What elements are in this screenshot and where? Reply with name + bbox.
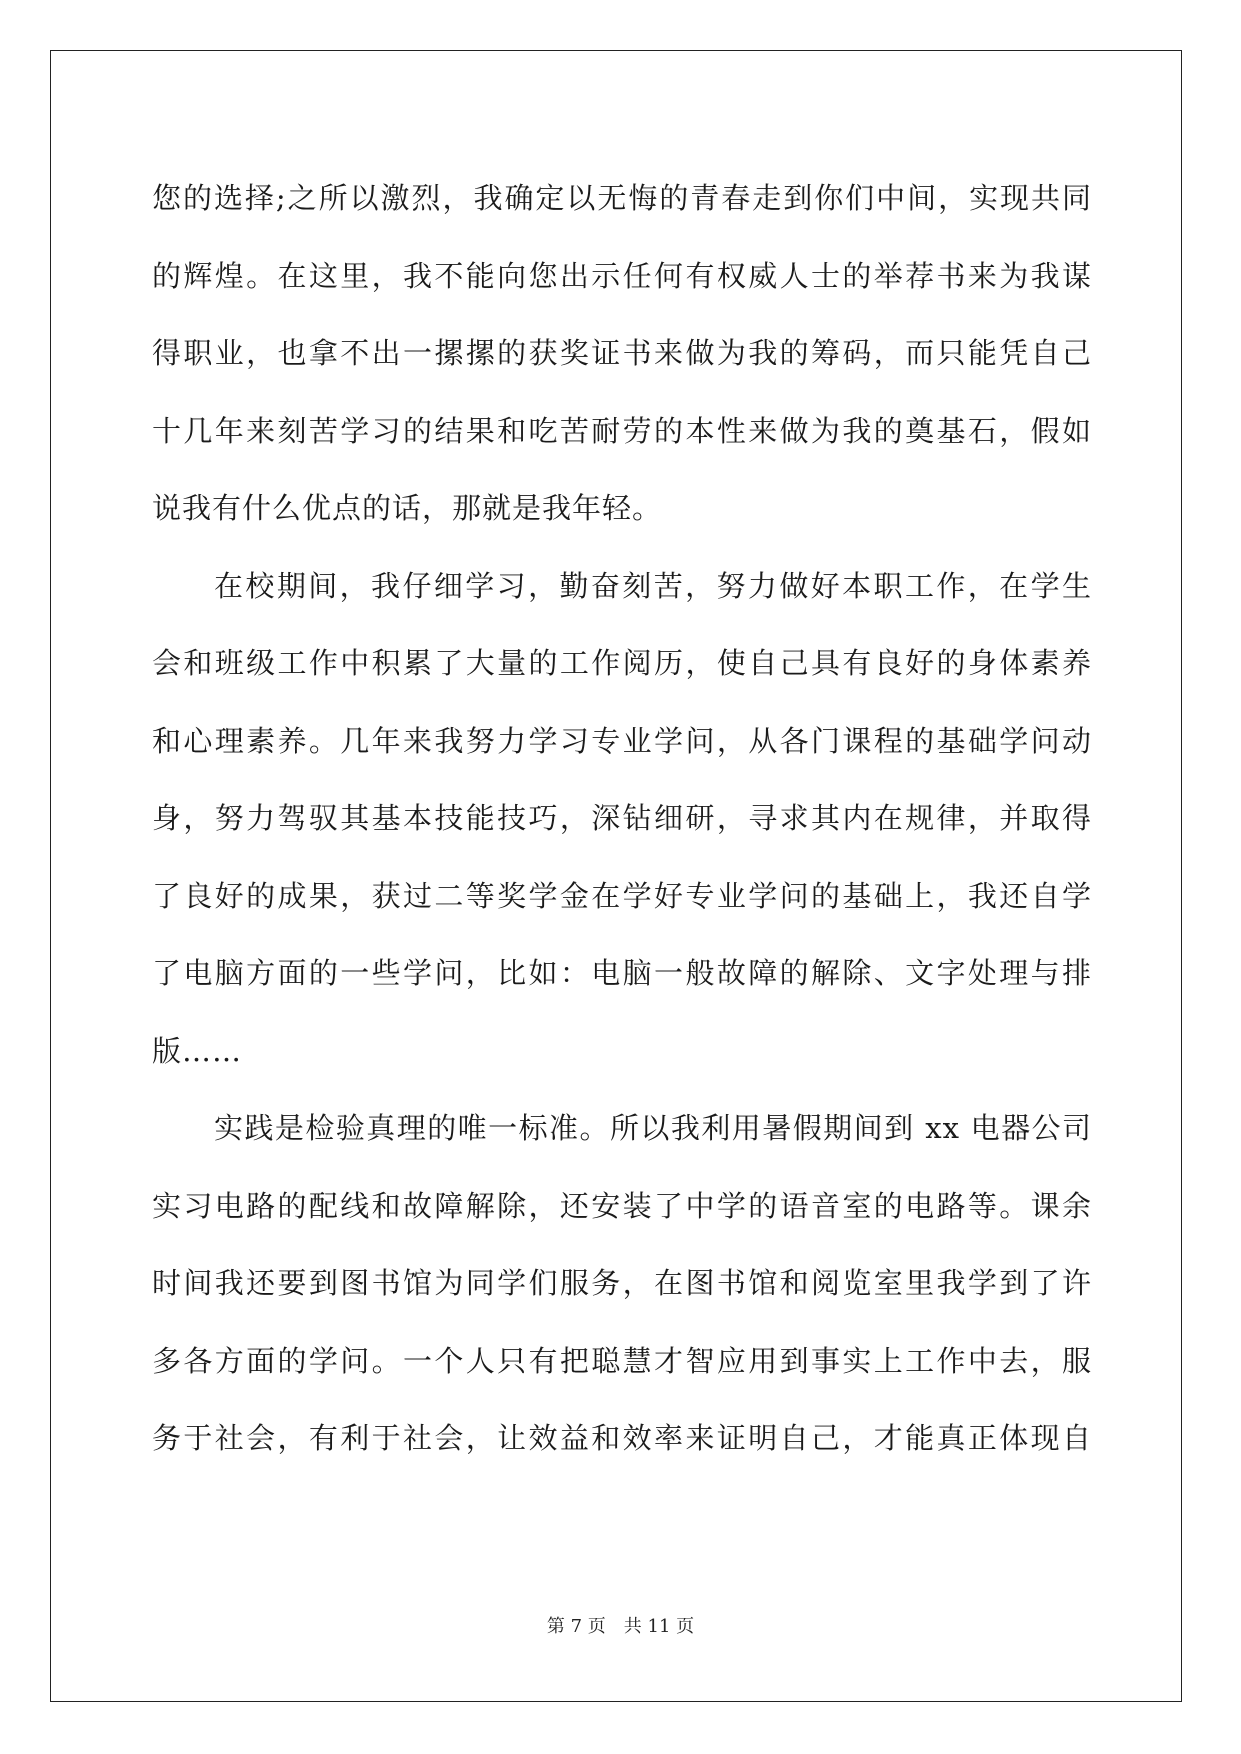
- text-line: 和心理素养。几年来我努力学习专业学问，从各门课程的基础学问动: [152, 723, 1092, 758]
- text-line: 的辉煌。在这里，我不能向您出示任何有权威人士的举荐书来为我谋: [152, 258, 1092, 293]
- text-line: 在校期间，我仔细学习，勤奋刻苦，努力做好本职工作，在学生: [214, 568, 1092, 603]
- text-line: 实践是检验真理的唯一标准。所以我利用暑假期间到 xx 电器公司: [214, 1111, 1092, 1145]
- text-line: 您的选择;之所以激烈，我确定以无悔的青春走到你们中间，实现共同: [152, 181, 1092, 215]
- text-line: 说我有什么优点的话，那就是我年轻。: [152, 491, 663, 525]
- text-line: 时间我还要到图书馆为同学们服务，在图书馆和阅览室里我学到了许: [152, 1266, 1092, 1300]
- text-line: 会和班级工作中积累了大量的工作阅历，使自己具有良好的身体素养: [152, 646, 1092, 680]
- text-line: 版……: [152, 1033, 243, 1068]
- text-line: 了电脑方面的一些学问，比如：电脑一般故障的解除、文字处理与排: [152, 956, 1092, 990]
- text-line: 实习电路的配线和故障解除，还安装了中学的语音室的电路等。课余: [152, 1188, 1092, 1223]
- text-line: 多各方面的学问。一个人只有把聪慧才智应用到事实上工作中去，服: [152, 1343, 1092, 1378]
- text-line: 十几年来刻苦学习的结果和吃苦耐劳的本性来做为我的奠基石，假如: [152, 413, 1092, 448]
- text-line: 身，努力驾驭其基本技能技巧，深钻细研，寻求其内在规律，并取得: [152, 801, 1092, 835]
- text-line: 了良好的成果，获过二等奖学金在学好专业学问的基础上，我还自学: [152, 878, 1092, 913]
- document-body: [152, 160, 1092, 1478]
- text-line: 得职业，也拿不出一摞摞的获奖证书来做为我的筹码，而只能凭自己: [152, 336, 1092, 370]
- page-number-footer: 第 7 页 共 11 页: [546, 1616, 695, 1637]
- text-line: 务于社会，有利于社会，让效益和效率来证明自己，才能真正体现自: [152, 1421, 1092, 1455]
